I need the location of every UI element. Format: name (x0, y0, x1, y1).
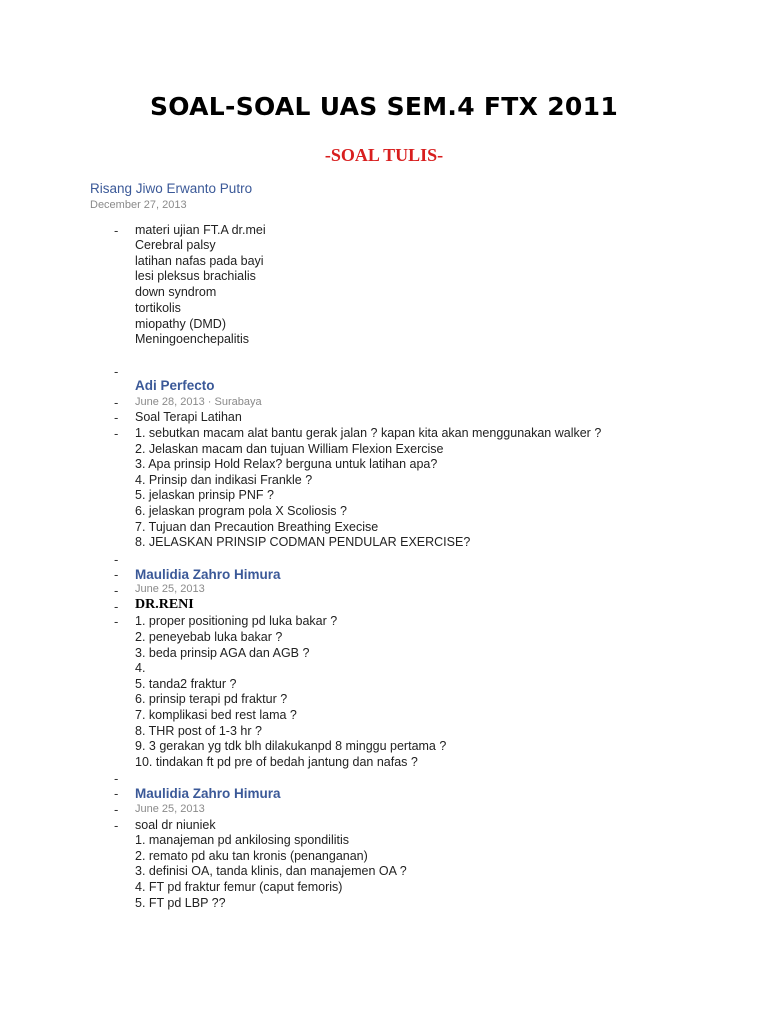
list-item: 7. Tujuan dan Precaution Breathing Execise (135, 520, 379, 534)
list-item: 10. tindakan ft pd pre of bedah jantung dan nafas ? (135, 755, 418, 769)
list-item: 3. Apa prinsip Hold Relax? berguna untuk latihan apa? (135, 457, 438, 471)
list-item: 2. Jelaskan macam dan tujuan William Flexion Exercise (135, 442, 444, 456)
list-bullet: - (114, 583, 119, 598)
list-bullet: - (114, 771, 119, 786)
list-bullet: - (114, 426, 119, 441)
list-bullet: - (114, 552, 119, 567)
list-item: 2. remato pd aku tan kronis (penanganan) (135, 849, 368, 863)
list-item: 1. proper positioning pd luka bakar ? (135, 614, 338, 628)
list-item: 1. manajeman pd ankilosing spondilitis (135, 833, 350, 847)
list-bullet: - (114, 818, 119, 833)
author-link[interactable]: Maulidia Zahro Himura (135, 786, 281, 801)
list-bullet: - (114, 364, 119, 379)
list-item: 4. (135, 661, 146, 675)
list-item: 8. JELASKAN PRINSIP CODMAN PENDULAR EXERCISE? (135, 535, 471, 549)
list-item: 2. peneyebab luka bakar ? (135, 630, 283, 644)
page-title: SOAL-SOAL UAS SEM.4 FTX 2011 (149, 92, 619, 121)
list-item: 7. komplikasi bed rest lama ? (135, 708, 297, 722)
list-item: 6. prinsip terapi pd fraktur ? (135, 692, 288, 706)
list-bullet: - (114, 614, 119, 629)
list-item: 5. tanda2 fraktur ? (135, 677, 237, 691)
list-bullet: - (114, 599, 119, 614)
list-item: Cerebral palsy (135, 238, 216, 252)
list-item: 9. 3 gerakan yg tdk blh dilakukanpd 8 minggu pertama ? (135, 739, 447, 753)
list-item: 3. definisi OA, tanda klinis, dan manajemen OA ? (135, 864, 407, 878)
list-item: 5. FT pd LBP ?? (135, 896, 226, 910)
post-date: June 25, 2013 (135, 583, 205, 595)
author-link[interactable]: Adi Perfecto (135, 378, 215, 393)
list-bullet: - (114, 802, 119, 817)
list-bullet: - (114, 786, 119, 801)
post-heading: Soal Terapi Latihan (135, 410, 242, 424)
list-item: 5. jelaskan prinsip PNF ? (135, 488, 274, 502)
post-heading: DR.RENI (135, 597, 194, 612)
list-item: down syndrom (135, 285, 217, 299)
author-link[interactable]: Risang Jiwo Erwanto Putro (90, 181, 253, 196)
list-bullet: - (114, 223, 119, 238)
list-item: Meningoenchepalitis (135, 332, 249, 346)
list-item: 1. sebutkan macam alat bantu gerak jalan ? kapan kita akan menggunakan walker ? (135, 426, 602, 440)
list-item: materi ujian FT.A dr.mei (135, 223, 266, 237)
list-item: tortikolis (135, 301, 181, 315)
list-item: 4. FT pd fraktur femur (caput femoris) (135, 880, 343, 894)
post-date: June 25, 2013 (135, 803, 205, 815)
list-bullet: - (114, 410, 119, 425)
list-bullet: - (114, 567, 119, 582)
list-item: 4. Prinsip dan indikasi Frankle ? (135, 473, 313, 487)
author-link[interactable]: Maulidia Zahro Himura (135, 567, 281, 582)
list-item: 8. THR post of 1-3 hr ? (135, 724, 262, 738)
list-item: 3. beda prinsip AGA dan AGB ? (135, 646, 310, 660)
list-item: 6. jelaskan program pola X Scoliosis ? (135, 504, 347, 518)
list-bullet: - (114, 395, 119, 410)
list-item: lesi pleksus brachialis (135, 269, 256, 283)
list-item: latihan nafas pada bayi (135, 254, 264, 268)
post-heading: soal dr niuniek (135, 818, 216, 832)
page-subtitle: -SOAL TULIS- (324, 145, 444, 165)
post-date: June 28, 2013 · Surabaya (135, 396, 262, 408)
list-item: miopathy (DMD) (135, 317, 226, 331)
post-date: December 27, 2013 (90, 199, 187, 211)
